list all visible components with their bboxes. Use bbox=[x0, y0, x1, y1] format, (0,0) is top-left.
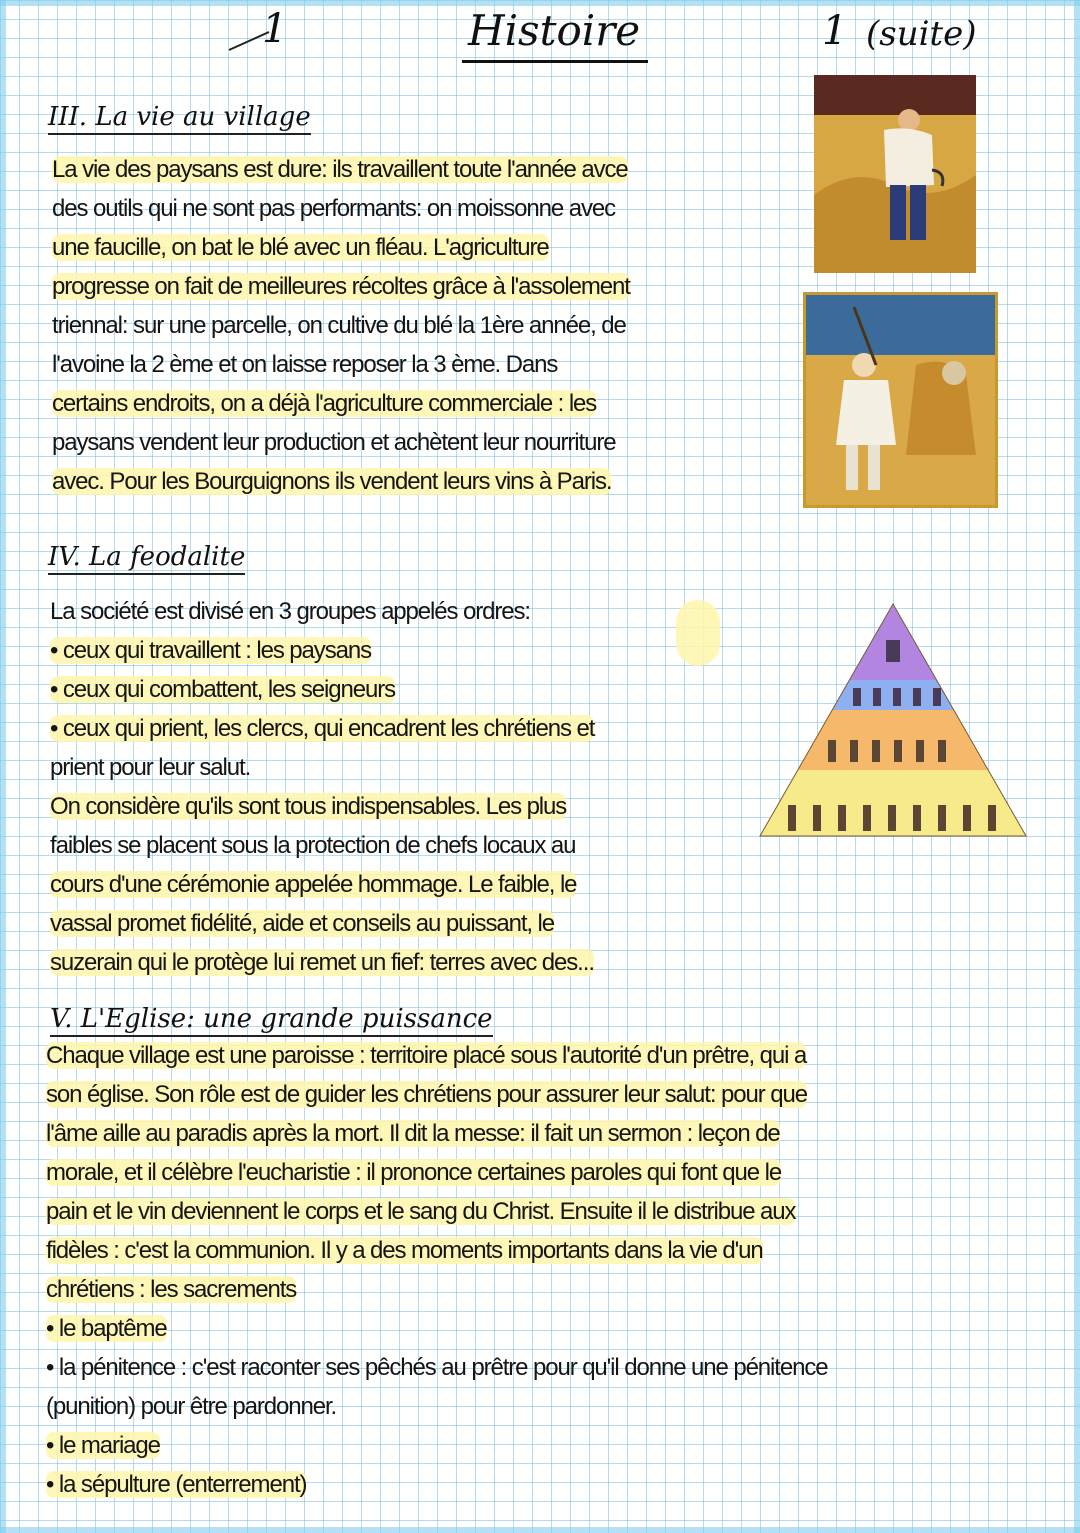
section-feodalite-text bbox=[50, 592, 770, 982]
section-title-vie-au-village: III. La vie au village bbox=[48, 102, 311, 135]
text-line bbox=[50, 709, 770, 748]
highlight: pain et le vin deviennent le corps et le sang du Christ. Ensuite il le distribue aux bbox=[46, 1198, 796, 1225]
text-line bbox=[52, 384, 782, 423]
left-page-number: 1 bbox=[262, 6, 288, 52]
highlight-blob bbox=[676, 600, 720, 666]
highlight: progresse on fait de meilleures récoltes grâce à l'assolement bbox=[52, 273, 630, 300]
harvest-painting-image bbox=[814, 75, 976, 273]
section-title-eglise: V. L'Eglise: une grande puissance bbox=[50, 1004, 493, 1037]
text-line bbox=[52, 462, 782, 501]
text-line bbox=[50, 904, 770, 943]
text-line: prient pour leur salut. bbox=[50, 754, 251, 781]
highlight: • ceux qui prient, les clercs, qui encadrent les chrétiens et bbox=[50, 715, 595, 742]
highlight: morale, et il célèbre l'eucharistie : il prononce certaines paroles qui font que le bbox=[46, 1159, 782, 1186]
page-title-underline bbox=[462, 60, 648, 63]
text-line bbox=[50, 865, 770, 904]
highlight: chrétiens : les sacrements bbox=[46, 1276, 297, 1303]
text-line: La société est divisé en 3 groupes appelés ordres: bbox=[50, 598, 530, 625]
right-page-number: 1 bbox=[822, 8, 848, 54]
text-line bbox=[46, 1114, 1046, 1153]
right-page-suffix: (suite) bbox=[866, 14, 977, 54]
text-line: (punition) pour être pardonner. bbox=[46, 1393, 337, 1420]
highlight: On considère qu'ils sont tous indispensables. Les plus bbox=[50, 793, 567, 820]
text-line bbox=[50, 943, 770, 982]
highlight: cours d'une cérémonie appelée hommage. Le faible, le bbox=[50, 871, 577, 898]
highlight: • le mariage bbox=[46, 1432, 160, 1459]
text-line bbox=[50, 670, 770, 709]
highlight: La vie des paysans est dure: ils travaillent toute l'année avce bbox=[52, 156, 628, 183]
section-eglise-text bbox=[46, 1036, 1046, 1504]
text-line bbox=[46, 1465, 1046, 1504]
text-line: paysans vendent leur production et achètent leur nourriture bbox=[52, 429, 616, 456]
highlight: l'âme aille au paradis après la mort. Il dit la messe: il fait un sermon : leçon de bbox=[46, 1120, 780, 1147]
text-line: triennal: sur une parcelle, on cultive du blé la 1ère année, de bbox=[52, 312, 626, 339]
text-line: l'avoine la 2 ème et on laisse reposer la 3 ème. Dans bbox=[52, 351, 558, 378]
text-line bbox=[50, 631, 770, 670]
section-vie-au-village-text bbox=[52, 150, 782, 501]
text-line bbox=[50, 787, 770, 826]
highlight: suzerain qui le protège lui remet un fief: terres avec des... bbox=[50, 949, 594, 976]
highlight: Chaque village est une paroisse : territoire placé sous l'autorité d'un prêtre, qui a bbox=[46, 1042, 807, 1069]
text-line bbox=[46, 1231, 1046, 1270]
highlight: • ceux qui travaillent : les paysans bbox=[50, 637, 371, 664]
text-line: des outils qui ne sont pas performants: on moissonne avec bbox=[52, 195, 615, 222]
page-bottom-edge bbox=[0, 1527, 1080, 1533]
section-title-feodalite: IV. La feodalite bbox=[48, 542, 245, 575]
text-line bbox=[46, 1270, 1046, 1309]
text-line bbox=[46, 1036, 1046, 1075]
text-line bbox=[52, 228, 782, 267]
text-line: • la pénitence : c'est raconter ses pêchés au prêtre pour qu'il donne une pénitence bbox=[46, 1354, 828, 1381]
page-left-edge bbox=[0, 0, 6, 1533]
text-line bbox=[52, 267, 782, 306]
feudal-pyramid-image bbox=[758, 600, 1028, 840]
highlight: son église. Son rôle est de guider les chrétiens pour assurer leur salut: pour que bbox=[46, 1081, 807, 1108]
page-right-edge bbox=[1074, 0, 1080, 1533]
highlight: une faucille, on bat le blé avec un fléau. L'agriculture bbox=[52, 234, 549, 261]
text-line: faibles se placent sous la protection de chefs locaux au bbox=[50, 832, 576, 859]
threshing-painting-image bbox=[803, 292, 998, 508]
highlight: fidèles : c'est la communion. Il y a des moments importants dans la vie d'un bbox=[46, 1237, 763, 1264]
highlight: • ceux qui combattent, les seigneurs bbox=[50, 676, 396, 703]
highlight: avec. Pour les Bourguignons ils vendent leurs vins à Paris. bbox=[52, 468, 612, 495]
text-line bbox=[46, 1153, 1046, 1192]
text-line bbox=[46, 1426, 1046, 1465]
highlight: • la sépulture (enterrement) bbox=[46, 1471, 307, 1498]
text-line bbox=[46, 1309, 1046, 1348]
text-line bbox=[52, 150, 782, 189]
text-line bbox=[46, 1192, 1046, 1231]
highlight: • le baptême bbox=[46, 1315, 167, 1342]
highlight: certains endroits, on a déjà l'agriculture commerciale : les bbox=[52, 390, 597, 417]
page-title: Histoire bbox=[468, 6, 641, 55]
left-number-flag-icon bbox=[225, 28, 275, 58]
highlight: vassal promet fidélité, aide et conseils au puissant, le bbox=[50, 910, 555, 937]
text-line bbox=[46, 1075, 1046, 1114]
